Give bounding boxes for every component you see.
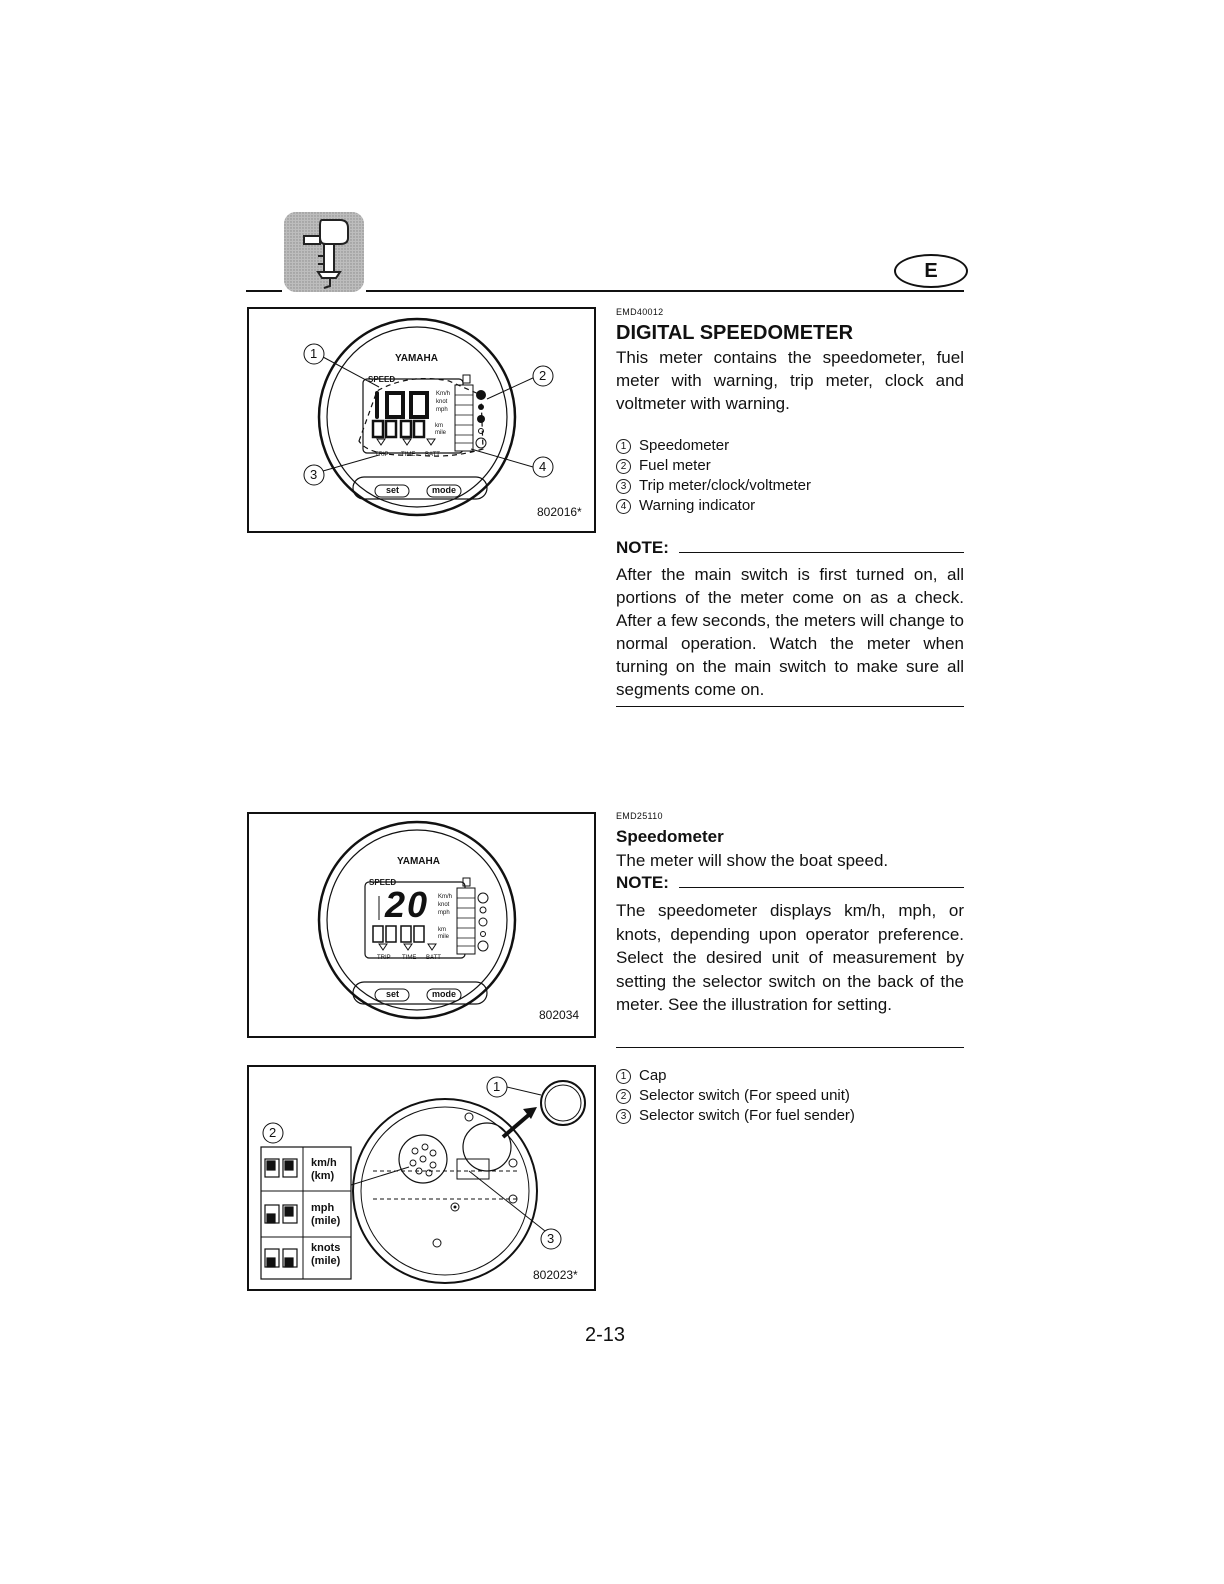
outboard-motor-icon (284, 212, 364, 292)
fig1-label-time: TIME (401, 452, 416, 458)
section-letter: E (924, 259, 938, 282)
legend-label: Warning indicator (639, 497, 756, 514)
fig1-unit-mile: mile (435, 430, 447, 436)
fig3-unit-row (311, 1242, 340, 1268)
fig3-unit-row (311, 1202, 340, 1228)
section1-note-header (616, 538, 964, 558)
legend-num: 1 (616, 1069, 631, 1084)
fig3-unit-sub: (km) (311, 1170, 335, 1182)
fig2-speed-reading: 20 (385, 884, 430, 925)
section-badge (894, 254, 968, 288)
note-rule (679, 887, 964, 888)
fig2-mode-button: mode (432, 989, 457, 999)
meter-diagram-1 (249, 309, 594, 531)
legend-item (616, 496, 964, 516)
fig2-label-time: TIME (402, 955, 417, 961)
legend-num: 2 (616, 459, 631, 474)
fig1-callout-2: 2 (539, 368, 547, 383)
header-icon-box (284, 212, 364, 292)
legend-num: 1 (616, 439, 631, 454)
fig1-mode-button: mode (432, 485, 457, 495)
section1-note-end-rule (616, 706, 964, 707)
legend-label: Fuel meter (639, 457, 711, 474)
legend-label: Selector switch (For fuel sender) (639, 1107, 855, 1124)
legend-item (616, 1106, 964, 1126)
section2-note-text: The speedometer displays km/h, mph, or knots, depending upon operator preference. Select the desired unit of measurement by setting the selector switch on the back of the meter. See the illustration for setting. (616, 901, 964, 1015)
fig1-code: 802016* (537, 505, 582, 519)
fig2-speed-label: SPEED (369, 878, 397, 887)
fig3-callout-1: 1 (493, 1079, 501, 1094)
fig2-unit-knot: knot (438, 902, 450, 908)
fig2-label-batt: BATT (426, 955, 441, 961)
fig1-unit-kmh: Km/h (436, 391, 451, 397)
figure-meter-overview (247, 307, 596, 533)
legend-item (616, 456, 964, 476)
legend-label: Selector switch (For speed unit) (639, 1087, 850, 1104)
fig1-brand: YAMAHA (395, 353, 438, 364)
page-number: 2-13 (584, 1324, 626, 1346)
fig3-unit-label: mph (311, 1202, 335, 1214)
legend-num: 4 (616, 499, 631, 514)
header-rule-right (366, 290, 964, 292)
legend-label: Cap (639, 1067, 667, 1084)
fig2-brand: YAMAHA (397, 856, 440, 867)
figure-meter-speed (247, 812, 596, 1038)
fig1-callout-1: 1 (310, 346, 318, 361)
fig1-callout-3: 3 (310, 467, 318, 482)
meter-back-diagram (249, 1067, 594, 1289)
fig1-set-button: set (386, 485, 400, 495)
section2-legend (616, 1066, 964, 1126)
fig2-unit-mile: mile (438, 934, 450, 940)
fig3-unit-label: knots (311, 1242, 341, 1254)
section2-code: EMD25110 (616, 811, 663, 821)
section1-code: EMD40012 (616, 307, 664, 317)
section2-note-end-rule (616, 1047, 964, 1048)
section2-paragraph: The meter will show the boat speed. (616, 851, 889, 870)
fig2-unit-kmh: Km/h (438, 894, 453, 900)
section1-paragraph: This meter contains the speedometer, fuel meter with warning, trip meter, clock and voltmeter with warning. (616, 348, 964, 413)
legend-item (616, 436, 964, 456)
note-label: NOTE: (616, 873, 669, 892)
fig3-unit-sub: (mile) (311, 1255, 341, 1267)
note-label: NOTE: (616, 538, 669, 557)
fig2-label-trip: TRIP (377, 955, 391, 961)
fig2-unit-mph: mph (438, 910, 450, 916)
legend-label: Speedometer (639, 437, 730, 454)
fig2-set-button: set (386, 989, 400, 999)
fig3-unit-row (311, 1157, 337, 1183)
fig1-callout-4: 4 (539, 459, 547, 474)
fig1-label-batt: BATT (425, 452, 440, 458)
fig1-unit-mph: mph (436, 407, 448, 413)
fig3-code: 802023* (533, 1268, 578, 1282)
legend-num: 3 (616, 1109, 631, 1124)
fig1-unit-km: km (435, 423, 443, 429)
header-rule-left (246, 290, 282, 292)
section1-legend (616, 436, 964, 516)
section2-title: Speedometer (616, 827, 724, 846)
section1-title: DIGITAL SPEEDOMETER (616, 322, 854, 344)
section1-note-text: After the main switch is first turned on, all portions of the meter come on as a check. After a few seconds, the meters will change to normal operation. Watch the meter when turning on the main switch to make sure all segments come on. (616, 565, 964, 699)
fig1-unit-knot: knot (436, 399, 448, 405)
legend-item (616, 1066, 964, 1086)
fig3-callout-3: 3 (547, 1231, 555, 1246)
legend-num: 3 (616, 479, 631, 494)
figure-meter-back (247, 1065, 596, 1291)
fig2-unit-km: km (438, 927, 446, 933)
legend-label: Trip meter/clock/voltmeter (639, 477, 811, 494)
fig3-unit-sub: (mile) (311, 1215, 341, 1227)
fig1-label-trip: TRIP (375, 452, 389, 458)
fig3-unit-label: km/h (311, 1157, 337, 1169)
section2-note-header (616, 873, 964, 893)
legend-item (616, 1086, 964, 1106)
legend-item (616, 476, 964, 496)
fig1-speed-label: SPEED (368, 375, 396, 384)
fig3-callout-2: 2 (269, 1125, 277, 1140)
note-rule (679, 552, 964, 553)
legend-num: 2 (616, 1089, 631, 1104)
fig2-code: 802034 (539, 1008, 580, 1022)
